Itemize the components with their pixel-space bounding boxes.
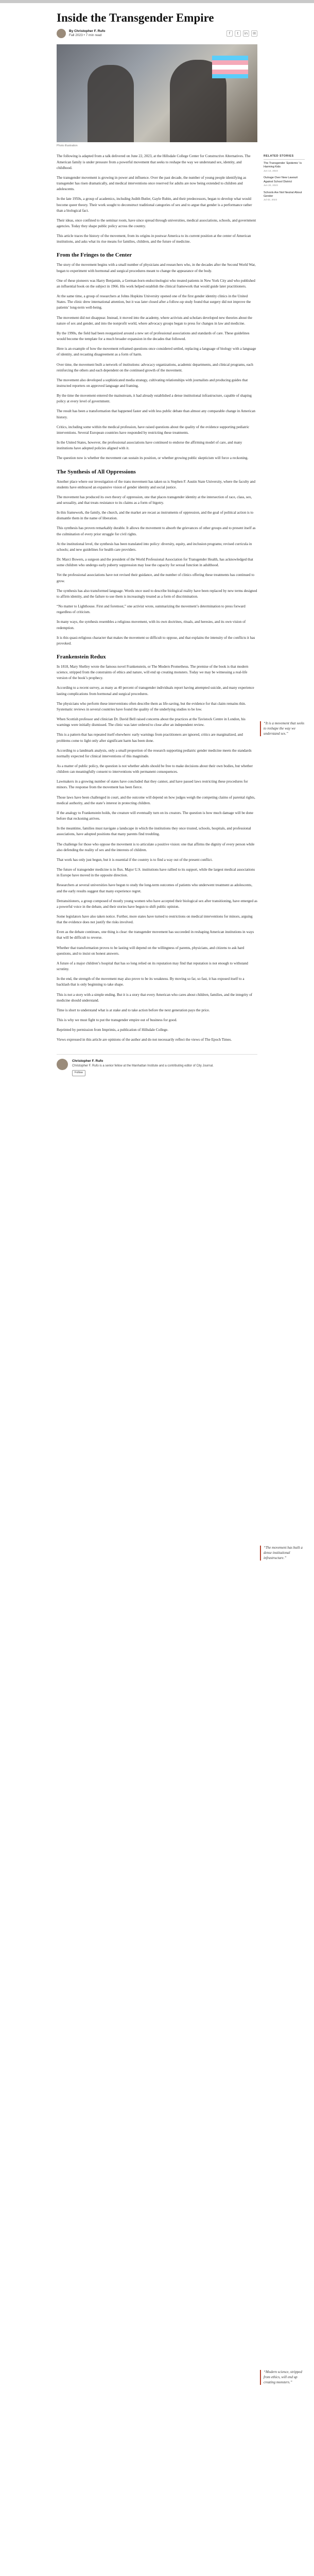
body-paragraph: This synthesis has proven remarkably durable. It allows the movement to absorb the grievances of other groups and to present itself as the culmination of every prior struggle for civil rights. bbox=[57, 526, 256, 536]
closing-paragraph: In the end, the strength of the movement may also prove to be its weakness. By moving so far, so fast, it has exposed itself to a backlash that is only beginning to take shape. bbox=[57, 977, 245, 987]
bio-text bbox=[72, 1059, 214, 1076]
related-story-link[interactable] bbox=[264, 176, 305, 188]
section-heading: The Synthesis of All Oppressions bbox=[57, 468, 136, 475]
body-paragraph: At the same time, a group of researchers at Johns Hopkins University opened one of the first gender identity clinics in the United States. The clinic drew international attention, but it was later closed after a follow-up study found that surgery did not improve the patients’ long-term well-being. bbox=[57, 294, 251, 310]
body-paragraph: Another place where our investigation of the trans movement has taken us is Stephen F. Austin State University, where the faculty and students have embraced an expansive vision of gender identity and social justice. bbox=[57, 479, 255, 489]
related-story-date: Jun 14, 2023 bbox=[264, 170, 278, 173]
section-3-body bbox=[57, 664, 257, 863]
closing-paragraph: Views expressed in this article are opinions of the author and do not necessarily reflect the views of The Epoch Times. bbox=[57, 1038, 232, 1042]
body-paragraph: According to a recent survey, as many as 40 percent of transgender individuals report having attempted suicide, and many experience lasting complications from hormonal and surgical procedures. bbox=[57, 686, 254, 696]
bio-avatar[interactable] bbox=[57, 1059, 68, 1070]
body-paragraph: Over time, the movement built a network of institutions: advocacy organizations, academic departments, and clinical programs, each reinforcing the others and each dependent on the continued growth of the movement. bbox=[57, 362, 253, 372]
body-paragraph: The question now is whether the movement can sustain its position, or whether growing public skepticism will force a reckoning. bbox=[57, 456, 249, 461]
closing-paragraph: Whether that transformation proves to be lasting will depend on the willingness of parents, physicians, and citizens to ask hard questions, and to insist on honest answers. bbox=[57, 945, 245, 956]
related-heading: RELATED STORIES bbox=[264, 155, 305, 160]
closing-paragraph: Detransitioners, a group composed of mostly young women who have accepted their biological sex after transitioning, have emerged as a powerful voice in the debate, and their stories have begun to shift public opinion. bbox=[57, 899, 257, 909]
intro-paragraph: The transgender movement is growing in power and influence. Over the past decade, the number of young people identifying as transgender has risen dramatically, and medical interventions once reserved for adults are now being extended to children and adolescents. bbox=[57, 175, 247, 192]
article-title: Inside the Transgender Empire bbox=[57, 11, 214, 24]
intro-paragraph: This article traces the history of the movement, from its origins in postwar America to its current position at the center of American institutions, and asks what its rise means for families, children, and the future of medicine. bbox=[57, 234, 251, 244]
body-paragraph: The result has been a transformation that happened faster and with less public debate than almost any comparable change in American history. bbox=[57, 409, 255, 419]
body-paragraph: In the United States, however, the professional associations have continued to endorse the affirming model of care, and many institutions have adopted policies aligned with it. bbox=[57, 440, 242, 451]
closing-paragraph: Some legislators have also taken notice. Further, more states have turned to restrictions on medical interventions for minors, arguing that the evidence does not justify the risks involved. bbox=[57, 914, 253, 925]
author-avatar[interactable] bbox=[57, 29, 66, 38]
closing-paragraph: Even as the debate continues, one thing is clear: the transgender movement has succeeded in reshaping American institutions in ways that will be difficult to reverse. bbox=[57, 930, 254, 940]
related-story-title: Outrage Over New Lawsuit Against School District bbox=[264, 176, 298, 183]
closing-paragraph: Time is short to understand what is at stake and to take action before the next generation pays the price. bbox=[57, 1008, 210, 1012]
related-story-date: Jun 20, 2023 bbox=[264, 184, 278, 188]
bio-description: Christopher F. Rufo is a senior fellow at the Manhattan Institute and a contributing editor of City Journal. bbox=[72, 1064, 214, 1067]
byline-date: Fall 2023 • 7 min read bbox=[69, 33, 102, 38]
intro-paragraph: In the late 1950s, a group of academics, including Judith Butler, Gayle Rubin, and their predecessors, began to develop what would become queer theory. Their work sought to deconstruct traditional categories of sex and to argue that gender is a performance rather than a biological fact. bbox=[57, 197, 252, 213]
byline-text bbox=[69, 29, 105, 38]
linkedin-icon[interactable]: in bbox=[243, 30, 249, 37]
email-icon[interactable]: ✉ bbox=[251, 30, 257, 37]
body-paragraph: The physicians who perform these interventions often describe them as life-saving, but the evidence for that claim remains thin. Systematic reviews in several countries have found the quality of the underlying studies to be low. bbox=[57, 701, 246, 711]
body-paragraph: By the time the movement entered the mainstream, it had already established a dense institutional infrastructure, capable of shaping policy at every level of government. bbox=[57, 394, 252, 404]
closing-paragraph: Reprinted by permission from Imprimis, a publication of Hillsdale College. bbox=[57, 1028, 168, 1032]
related-story-title: Schools Are Not Neutral About Gender bbox=[264, 191, 302, 198]
related-story-date: Jul 02, 2023 bbox=[264, 199, 277, 202]
body-paragraph: This is a pattern that has repeated itself elsewhere: early warnings from practitioners are ignored, critics are marginalized, and problems come to light only after significant harm has been done. bbox=[57, 733, 243, 743]
body-paragraph: “No matter to Lighthouse. First and foremost,” one activist wrote, summarizing the movement’s determination to press forward regardless of criticism. bbox=[57, 604, 246, 615]
body-paragraph: Lawmakers in a growing number of states have concluded that they cannot, and have passed laws restricting these procedures for minors. The response from the movement has been fierce. bbox=[57, 779, 248, 790]
hero-caption: Photo illustration bbox=[57, 144, 78, 148]
body-paragraph: Those laws have been challenged in court, and the outcome will depend on how judges weigh the competing claims of parental rights, medical authority, and the state’s interest in protecting children. bbox=[57, 795, 255, 805]
top-bar bbox=[0, 0, 314, 3]
body-paragraph: That work has only just begun, but it is essential if the country is to find a way out of the present conflict. bbox=[57, 857, 213, 862]
share-row bbox=[226, 30, 257, 37]
bio-name[interactable]: Christopher F. Rufo bbox=[72, 1059, 103, 1063]
body-paragraph: Yet the professional associations have not revised their guidance, and the number of clinics offering these treatments has continued to grow. bbox=[57, 573, 254, 583]
body-paragraph: As a matter of public policy, the question is not whether adults should be free to make decisions about their own bodies, but whether children can meaningfully consent to interventions with permanent consequences. bbox=[57, 764, 253, 774]
intro-paragraph: Their ideas, once confined to the seminar room, have since spread through universities, medical associations, schools, and government agencies. Today they shape public policy across the country. bbox=[57, 218, 256, 228]
hero-figure-left bbox=[88, 65, 134, 142]
closing-paragraph: The future of transgender medicine is in flux. Major U.S. institutions have rallied to its support, while the largest medical associations in Europe have moved in the opposite direction. bbox=[57, 868, 255, 878]
body-paragraph: In the meantime, families must navigate a landscape in which the institutions they once trusted, schools, hospitals, and professional associations, have adopted positions that many parents find troubling. bbox=[57, 826, 251, 837]
body-paragraph: Dr. Marci Bowers, a surgeon and the president of the World Professional Association for Transgender Health, has acknowledged that some children who undergo early puberty suppression may lose the capacity for sexual function in adulthood. bbox=[57, 557, 253, 568]
related-story-link[interactable] bbox=[264, 162, 305, 173]
body-paragraph: According to a landmark analysis, only a small proportion of the research supporting pediatric gender medicine meets the standards normally expected for clinical interventions of this magnitude. bbox=[57, 748, 252, 758]
body-paragraph: Critics, including some within the medical profession, have raised questions about the quality of the evidence supporting pediatric interventions. Several European countries have responded by restricting these treatments. bbox=[57, 425, 250, 435]
body-paragraph: The movement also developed a sophisticated media strategy, cultivating relationships with journalists and producing guides that instructed reporters on approved language and framing. bbox=[57, 378, 248, 388]
intro bbox=[57, 154, 257, 245]
body-paragraph: Here is an example of how the movement reframed questions once considered settled, replacing a language of biology with a language of identity, and recasting disagreement as a form of harm. bbox=[57, 347, 256, 357]
section-1-body bbox=[57, 262, 257, 461]
body-paragraph: The synthesis has also transformed language. Words once used to describe biological reality have been replaced by new terms designed to affirm identity, and the failure to use them is increasingly treated as a form of discrimination. bbox=[57, 588, 257, 599]
related-story-link[interactable] bbox=[264, 191, 305, 202]
body-paragraph: In 1818, Mary Shelley wrote the famous novel Frankenstein, or The Modern Prometheus. The premise of the book is that modern science, stripped from the constraints of ethics and nature, will end up creating monsters. Today we may be witnessing a real-life version of the book’s prophecy. bbox=[57, 664, 249, 681]
author-bio bbox=[57, 1054, 257, 1076]
section-2-body bbox=[57, 479, 257, 647]
section-heading: Frankenstein Redux bbox=[57, 653, 106, 660]
intro-paragraph: The following is adapted from a talk delivered on June 22, 2023, at the Hillsdale College Center for Constructive Alternatives. The American family is under pressure from a powerful movement that seeks to reshape the way we understand sex, identity, and childhood. bbox=[57, 154, 251, 170]
body-paragraph: The story of the movement begins with a small number of physicians and researchers who, in the decades after the Second World War, began to experiment with hormonal and surgical procedures meant to change the appearance of the body. bbox=[57, 263, 256, 273]
body-paragraph: When Scottish professor and clinician Dr. David Bell raised concerns about the practices at the Tavistock Centre in London, his warnings were initially dismissed. The clinic was later ordered to close after an independent review. bbox=[57, 717, 246, 727]
body-paragraph: The movement did not disappear. Instead, it moved into the academy, where activists and scholars developed new theories about the nature of sex and gender, and into the nonprofit world, where advocacy groups began to press for changes in law and medicine. bbox=[57, 315, 252, 326]
section-heading: From the Fringes to the Center bbox=[57, 252, 132, 259]
pull-quote: “Modern science, stripped from ethics, will end up creating monsters.” bbox=[260, 2370, 305, 2385]
body-paragraph: It is this quasi-religious character that makes the movement so difficult to oppose, and that explains the intensity of the conflicts it has provoked. bbox=[57, 635, 255, 646]
byline bbox=[57, 29, 257, 38]
body-paragraph: By the 1990s, the field had been reorganized around a new set of professional associations and standards of care. These guidelines would become the template for a much broader expansion in the decades that followed. bbox=[57, 331, 250, 342]
closing-paragraph: This is not a story with a simple ending. But it is a story that every American who cares about children, families, and the integrity of medicine should understand. bbox=[57, 992, 253, 1003]
closing-paragraph: Researchers at several universities have begun to study the long-term outcomes of patients who underwent treatment as adolescents, and the early results suggest that many experience regret. bbox=[57, 883, 253, 893]
related-story-title: The Transgender ‘Epidemic’ Is Harming Kids bbox=[264, 162, 302, 169]
body-paragraph: At the institutional level, the synthesis has been translated into policy: diversity, equity, and inclusion programs; revised curricula in schools; and new guidelines for health care providers. bbox=[57, 541, 252, 552]
hero-flag bbox=[212, 56, 248, 78]
facebook-icon[interactable]: f bbox=[226, 30, 233, 37]
body-paragraph: The movement has produced its own theory of oppression, one that places transgender identity at the intersection of race, class, sex, and sexuality, and that treats resistance to its claims as a form of bigotry. bbox=[57, 495, 252, 505]
follow-button[interactable]: Follow bbox=[72, 1070, 85, 1076]
pull-quote: “It is a movement that seeks to reshape the way we understand sex.” bbox=[260, 721, 305, 736]
body-paragraph: If the analogy to Frankenstein holds, the creature will eventually turn on its creators. The question is how much damage will be done before that reckoning arrives. bbox=[57, 810, 253, 821]
twitter-icon[interactable]: t bbox=[235, 30, 241, 37]
body-paragraph: One of these pioneers was Harry Benjamin, a German-born endocrinologist who treated patients in New York City and who published an influential book on the subject in 1966. His work helped establish the clinical framework that would guide later practitioners. bbox=[57, 278, 255, 289]
closing-paragraph: A future of a major children’s hospital that has so long relied on its reputation may find that reputation is not enough to withstand scrutiny. bbox=[57, 961, 248, 972]
closing bbox=[57, 867, 257, 1043]
byline-author[interactable]: By Christopher F. Rufo bbox=[69, 29, 106, 33]
body-paragraph: In this framework, the family, the church, and the market are recast as instruments of oppression, and the goal of political action is to dismantle them in the name of liberation. bbox=[57, 511, 254, 521]
hero-image bbox=[57, 44, 257, 142]
related-stories bbox=[264, 155, 305, 206]
body-paragraph: In many ways, the synthesis resembles a religious movement, with its own doctrines, rituals, and heresies, and its own vision of redemption. bbox=[57, 620, 246, 630]
closing-paragraph: This is why we must fight to put the transgender empire out of business for good. bbox=[57, 1018, 177, 1022]
body-paragraph: The challenge for those who oppose the movement is to articulate a positive vision: one that affirms the dignity of every person while also defending the reality of sex and the interests of children. bbox=[57, 842, 255, 852]
pull-quote: “The movement has built a dense institutional infrastructure.” bbox=[260, 1546, 305, 1561]
